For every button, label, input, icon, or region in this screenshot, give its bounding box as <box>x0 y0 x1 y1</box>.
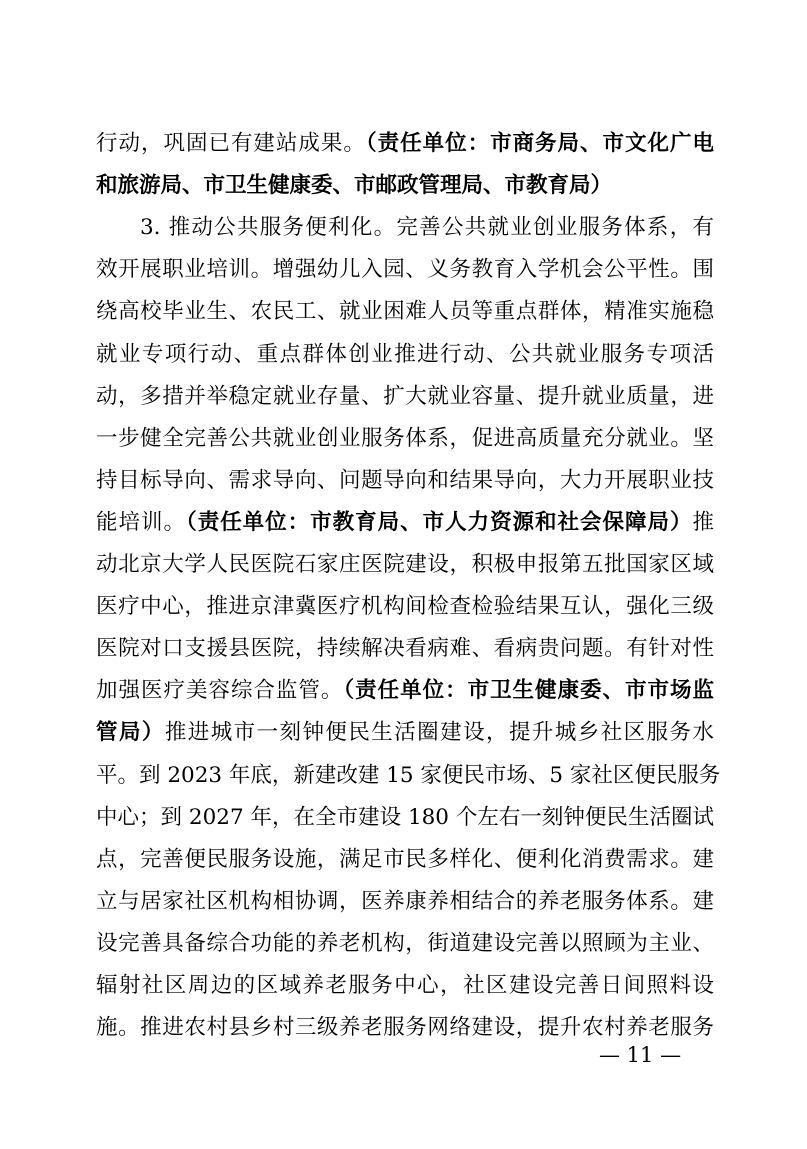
responsible-units-text: 管局） <box>96 720 165 746</box>
responsible-units-text: （责任单位：市商务局、市文化广电 <box>365 131 714 156</box>
text-segment: 一步健全完善公共就业创业服务体系，促进高质量充分就业。坚 <box>96 425 714 451</box>
text-line <box>96 886 714 918</box>
text-segment: 点，完善便民服务设施，满足市民多样化、便利化消费需求。建 <box>96 846 714 872</box>
text-line <box>96 970 714 1002</box>
text-line <box>96 717 714 749</box>
text-segment: 医院对口支援县医院，持续解决看病难、看病贵问题。有针对性 <box>96 636 714 662</box>
text-line <box>96 465 714 497</box>
text-segment: 施。推进农村县乡村三级养老服务网络建设，提升农村养老服务 <box>96 1015 714 1041</box>
text-segment: 推进城市一刻钟便民生活圈建设，提升城乡社区服务水 <box>164 720 714 746</box>
text-segment: 加强医疗美容综合监管。 <box>96 678 344 704</box>
text-segment: 就业专项行动、重点群体创业推进行动、公共就业服务专项活 <box>96 341 714 367</box>
text-segment: 中心；到 2027 年，在全市建设 180 个左右一刻钟便民生活圈试 <box>96 804 714 830</box>
text-line <box>96 423 714 455</box>
text-line <box>140 212 714 244</box>
text-line <box>96 591 714 623</box>
text-segment: 持目标导向、需求导向、问题导向和结果导向，大力开展职业技 <box>96 467 714 493</box>
text-segment: 动，多措并举稳定就业存量、扩大就业容量、提升就业质量，进 <box>96 383 714 409</box>
text-line <box>96 844 714 876</box>
text-line <box>96 170 714 202</box>
text-line <box>96 760 721 792</box>
responsible-units-text: （责任单位：市卫生健康委、市市场监 <box>343 678 714 704</box>
text-segment: 医疗中心，推进京津冀医疗机构间检查检验结果互认，强化三级 <box>96 594 714 620</box>
text-line <box>96 802 714 834</box>
text-line <box>96 549 714 581</box>
text-line <box>96 507 714 539</box>
text-segment: 效开展职业培训。增强幼儿入园、义务教育入学机会公平性。围 <box>96 257 714 283</box>
page-number: — 11 — <box>599 1043 682 1067</box>
text-line <box>96 381 714 413</box>
text-line <box>96 928 714 960</box>
text-line <box>96 254 714 286</box>
text-line <box>96 128 714 160</box>
text-segment: 设完善具备综合功能的养老机构，街道建设完善以照顾为主业、 <box>96 930 714 956</box>
text-segment: 动北京大学人民医院石家庄医院建设，积极申报第五批国家区域 <box>96 552 714 577</box>
text-line <box>96 339 714 371</box>
responsible-units-text: 和旅游局、市卫生健康委、市邮政管理局、市教育局） <box>96 173 613 199</box>
text-segment: 辐射社区周边的区域养老服务中心，社区建设完善日间照料设 <box>96 973 714 998</box>
text-segment: 立与居家社区机构相协调，医养康养相结合的养老服务体系。建 <box>96 888 714 914</box>
text-segment: 绕高校毕业生、农民工、就业困难人员等重点群体，精准实施稳 <box>96 299 714 325</box>
text-line <box>96 675 714 707</box>
text-line <box>96 633 714 665</box>
text-segment: 3. 推动公共服务便利化。完善公共就业创业服务体系，有 <box>140 215 714 241</box>
text-segment: 能培训。 <box>96 509 186 535</box>
text-segment: 推 <box>692 509 714 535</box>
text-segment: 行动，巩固已有建站成果。 <box>96 131 366 156</box>
responsible-units-text: （责任单位：市教育局、市人力资源和社会保障局） <box>185 509 693 535</box>
text-line <box>96 296 714 328</box>
text-segment: 平。到 2023 年底，新建改建 15 家便民市场、5 家社区便民服务 <box>96 762 721 788</box>
